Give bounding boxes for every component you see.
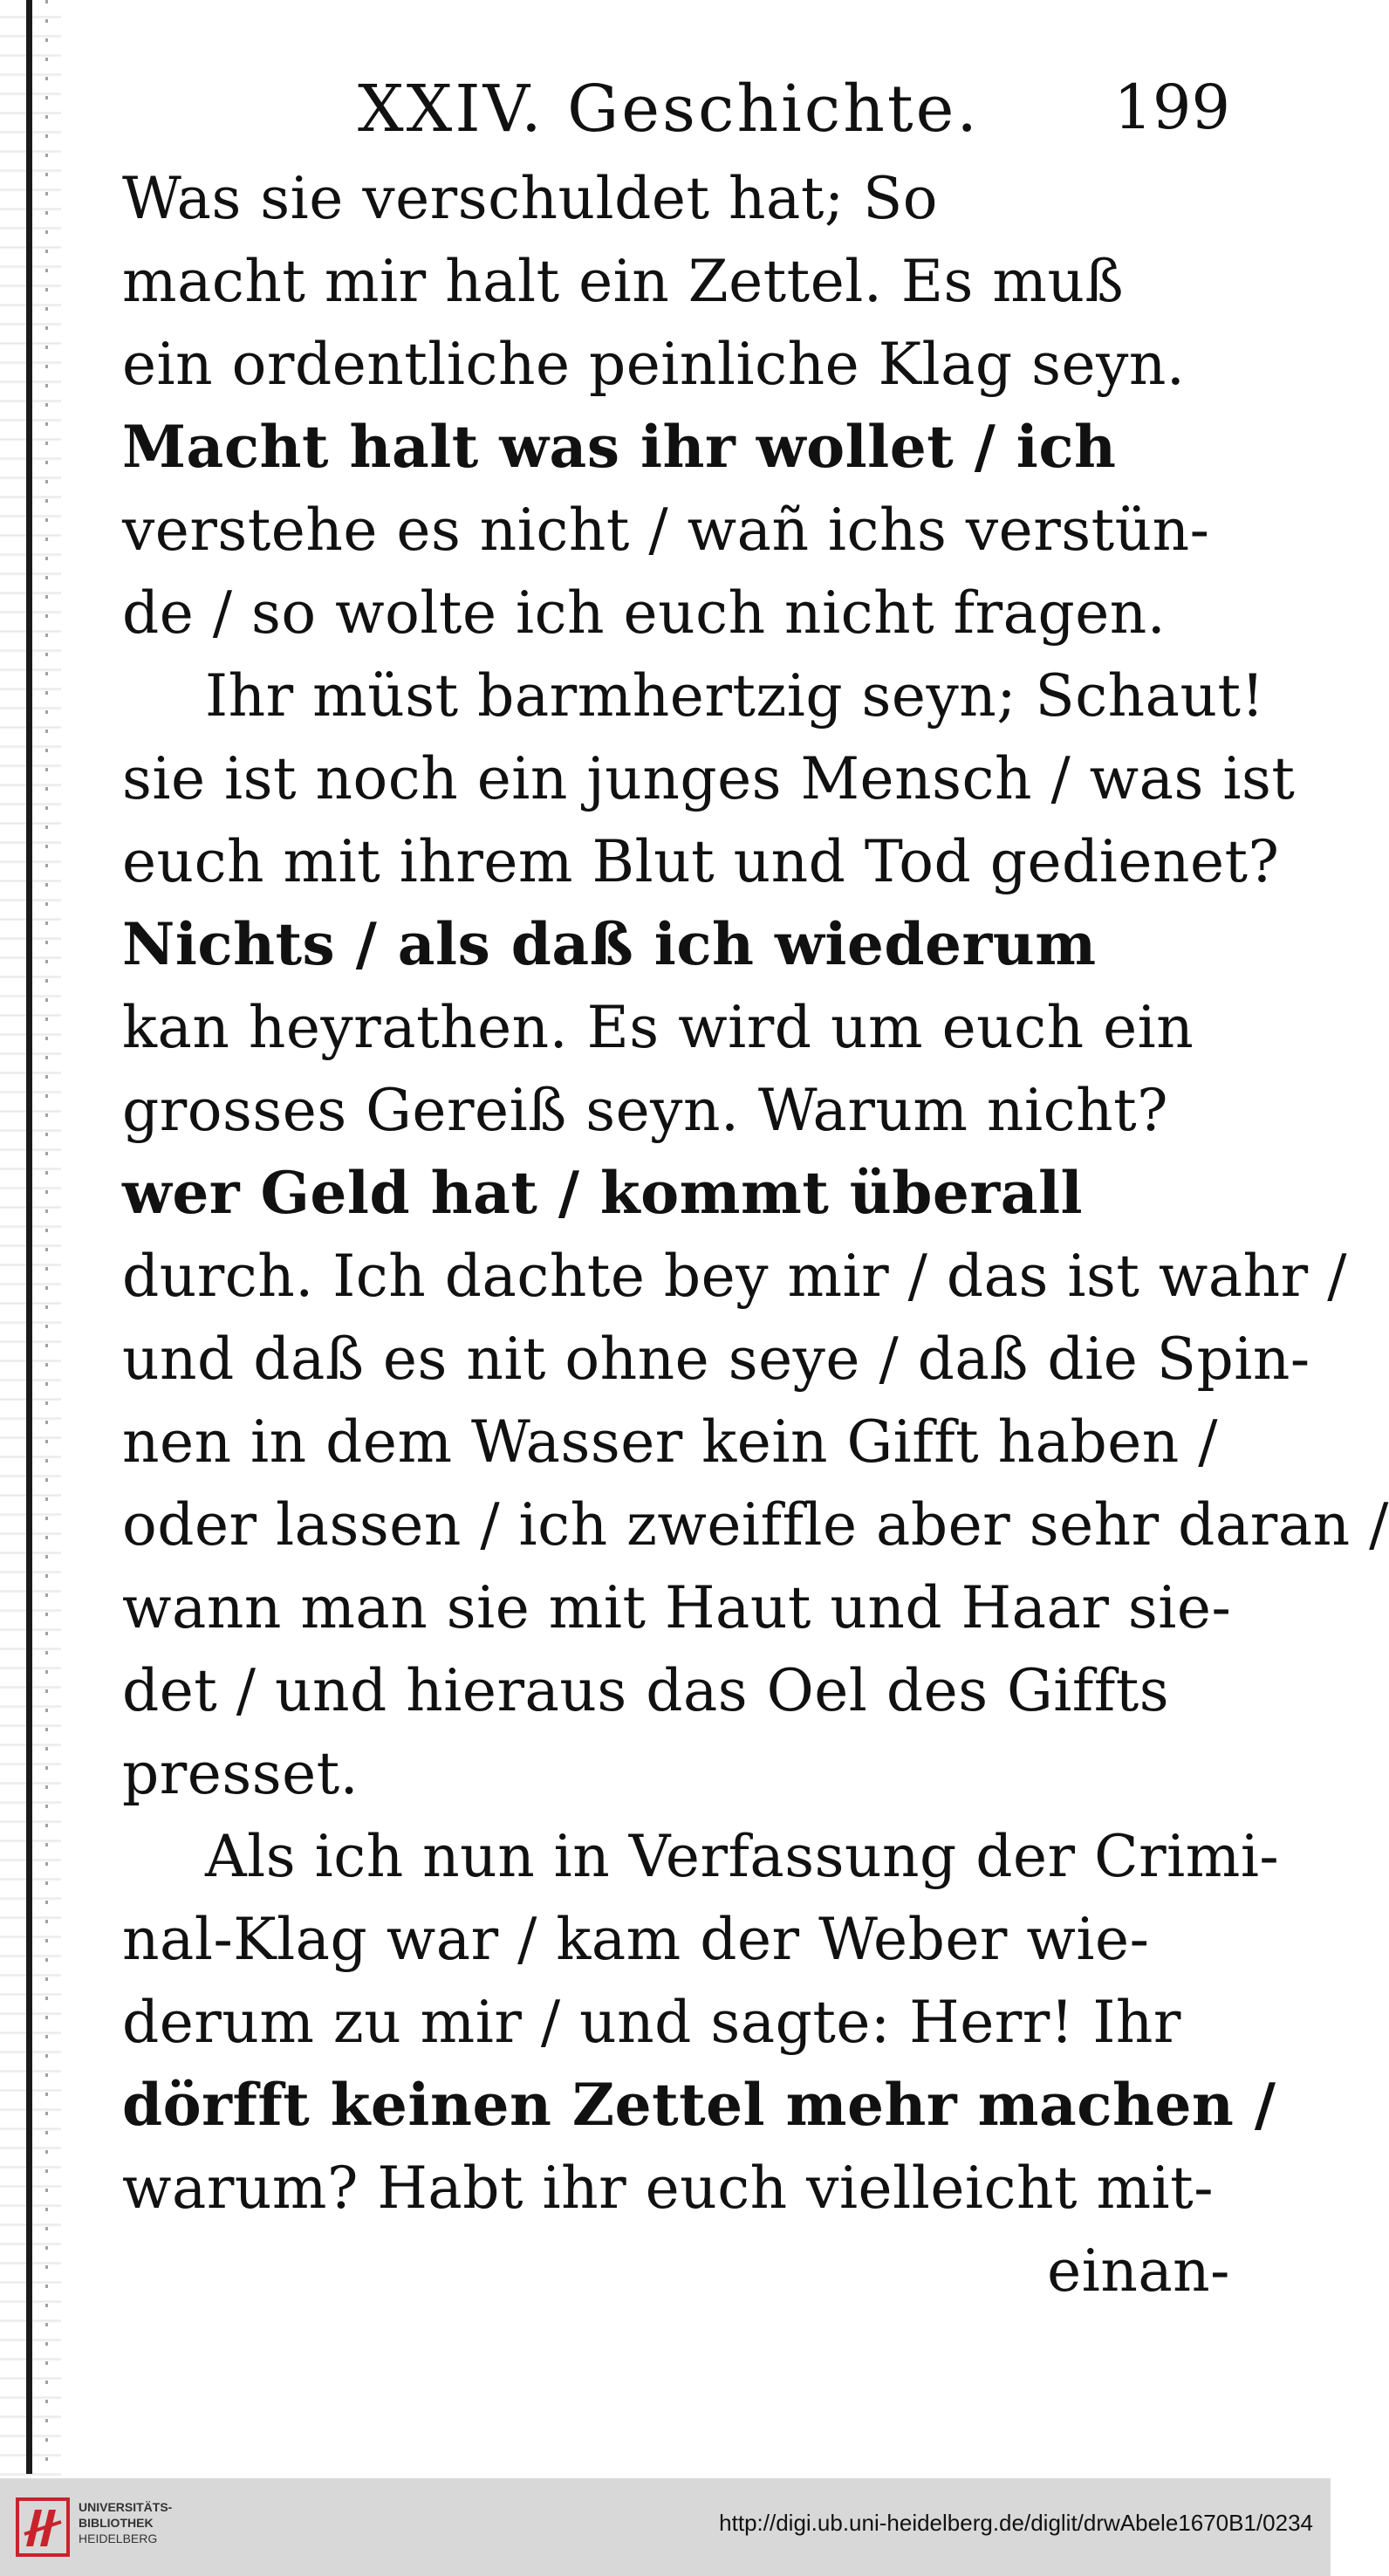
text-line: euch mit ihrem Blut und Tod gedienet? bbox=[122, 828, 1280, 895]
text-line: wer Geld hat / kommt überall bbox=[122, 1159, 1084, 1227]
text-line: grosses Gereiß seyn. Warum nicht? bbox=[122, 1077, 1168, 1144]
text-line: wann man sie mit Haut und Haar sie- bbox=[122, 1574, 1232, 1641]
text-line: Ihr müst barmhertzig seyn; Schaut! bbox=[205, 662, 1265, 730]
book-gutter bbox=[0, 0, 61, 2478]
text-line: derum zu mir / und sagte: Herr! Ihr bbox=[122, 1989, 1181, 2056]
footer-bar bbox=[0, 2478, 1331, 2576]
text-line: de / so wolte ich euch nicht fragen. bbox=[122, 579, 1167, 647]
text-line: Macht halt was ihr wollet / ich bbox=[122, 413, 1117, 481]
digital-object-url-link[interactable]: http://digi.ub.uni-heidelberg.de/diglit/drwAbele1670B1/0234 bbox=[719, 2510, 1313, 2536]
text-line: verstehe es nicht / wañ ichs verstün- bbox=[122, 497, 1210, 564]
text-line: ein ordentliche peinliche Klag seyn. bbox=[122, 331, 1186, 398]
text-line: oder lassen / ich zweiffle aber sehr daran / bbox=[122, 1491, 1389, 1559]
text-line: warum? Habt ihr euch vielleicht mit- bbox=[122, 2155, 1214, 2222]
text-line: presset. bbox=[122, 1740, 359, 1807]
gutter-edge-line bbox=[26, 0, 32, 2474]
page-text-block bbox=[122, 61, 1389, 2312]
text-line: Was sie verschuldet hat; So bbox=[122, 165, 939, 232]
text-line: dörfft keinen Zettel mehr machen / bbox=[122, 2071, 1276, 2139]
library-name bbox=[79, 2499, 172, 2546]
text-lines bbox=[122, 157, 1389, 2312]
text-line: nen in dem Wasser kein Gifft haben / bbox=[122, 1408, 1219, 1476]
running-title: XXIV. Geschichte. bbox=[358, 72, 980, 147]
page-number: 199 bbox=[1113, 72, 1230, 143]
page-header bbox=[122, 61, 1230, 157]
gutter-specks bbox=[45, 0, 48, 2474]
text-line: sie ist noch ein junges Mensch / was ist bbox=[122, 745, 1296, 812]
text-line: und daß es nit ohne seye / daß die Spin- bbox=[122, 1326, 1310, 1393]
text-line: Nichts / als daß ich wiederum bbox=[122, 910, 1097, 978]
library-name-line3: HEIDELBERG bbox=[79, 2531, 158, 2545]
text-line: einan- bbox=[1047, 2237, 1230, 2305]
text-line: det / und hieraus das Oel des Giffts bbox=[122, 1657, 1170, 1724]
text-line: Als ich nun in Verfassung der Crimi- bbox=[205, 1823, 1280, 1890]
library-name-line1: UNIVERSITÄTS- bbox=[79, 2500, 173, 2514]
text-line: macht mir halt ein Zettel. Es muß bbox=[122, 248, 1125, 315]
library-name-line2: BIBLIOTHEK bbox=[79, 2516, 154, 2530]
university-library-logo-icon bbox=[16, 2497, 70, 2557]
text-line: kan heyrathen. Es wird um euch ein bbox=[122, 994, 1194, 1061]
text-line: nal-Klag war / kam der Weber wie- bbox=[122, 1906, 1150, 1973]
text-line: durch. Ich dachte bey mir / das ist wahr / bbox=[122, 1243, 1347, 1310]
